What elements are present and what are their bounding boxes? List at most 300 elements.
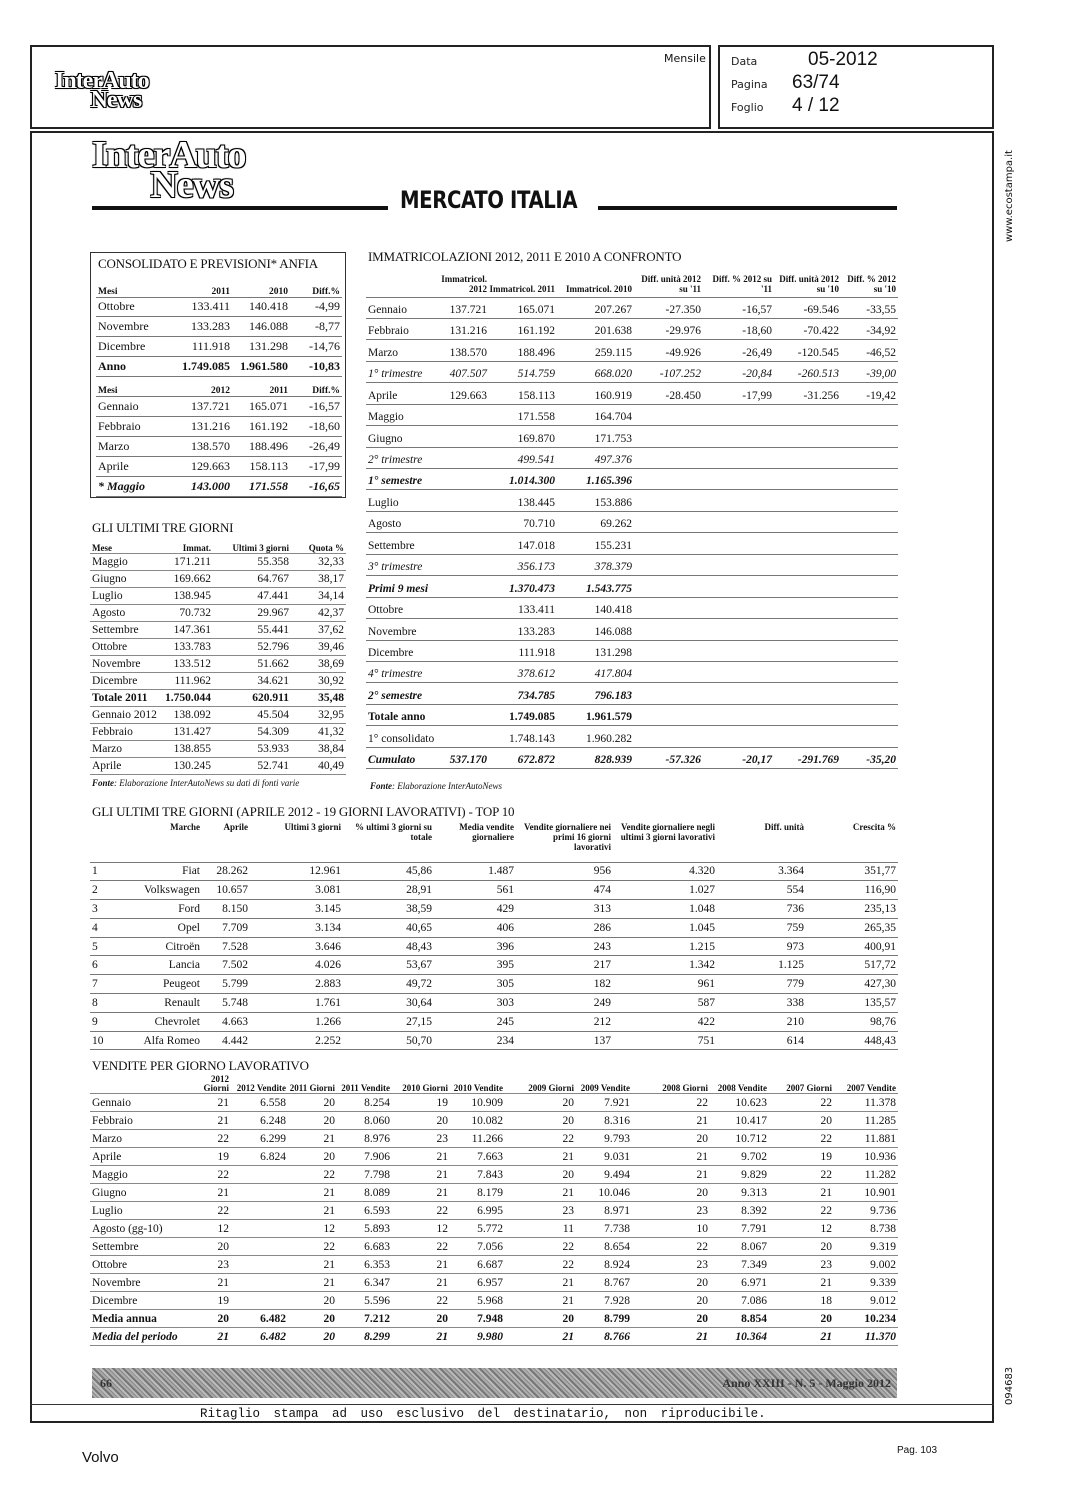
table-cell: 356.173 [489, 554, 557, 575]
table-row [90, 1148, 898, 1166]
table-cell: -70.422 [774, 318, 841, 339]
logo-part: Auto [101, 68, 149, 94]
table-cell: 8.254 [337, 1094, 392, 1112]
table-cell: 53.933 [213, 740, 291, 757]
table-cell: 20 [505, 1094, 576, 1112]
table-cell: Luglio [366, 490, 432, 511]
table-cell [841, 404, 898, 425]
table-cell: 21 [769, 1274, 834, 1292]
table-cell: 10.082 [450, 1112, 505, 1130]
table-cell [774, 511, 841, 532]
heading-rule-right [598, 206, 897, 210]
table-cell: 21 [288, 1184, 337, 1202]
table-cell: 22 [505, 1130, 576, 1148]
table-cell [774, 619, 841, 640]
table-cell: 210 [717, 1012, 806, 1031]
table-cell: -120.545 [774, 340, 841, 361]
table-cell: Aprile [90, 757, 165, 774]
table-cell: 1.749.085 [170, 357, 232, 377]
table-cell: Ottobre [90, 1256, 185, 1274]
table-cell: -39,00 [841, 361, 898, 382]
table-row [96, 476, 342, 496]
table-cell: Maggio [366, 404, 432, 425]
table-cell: 20 [392, 1310, 450, 1328]
table-cell: -4,99 [290, 297, 342, 317]
table-cell: 69.262 [557, 511, 634, 532]
clip-code: 094683 [1004, 1366, 1015, 1405]
table-cell: 70.710 [489, 511, 557, 532]
table-row [366, 469, 898, 490]
table-cell: Luglio [90, 1202, 185, 1220]
column-header: Diff. unità 2012 su '10 [774, 265, 841, 297]
table-row [90, 706, 346, 723]
table-cell: 10.417 [710, 1112, 769, 1130]
table-cell: -26,49 [703, 340, 774, 361]
table-cell [703, 640, 774, 661]
table-cell: Anno [96, 357, 170, 377]
table-cell: 448,43 [806, 1031, 898, 1050]
table-cell: 188.496 [232, 436, 290, 456]
table-cell: 169.662 [165, 570, 213, 587]
table-row [90, 1238, 898, 1256]
table-cell: Media del periodo [90, 1328, 185, 1346]
table-cell [841, 469, 898, 490]
table-cell: 243 [516, 937, 613, 956]
table-cell: 1.165.396 [557, 469, 634, 490]
table-cell: 234 [434, 1031, 516, 1050]
table-cell: 140.418 [232, 297, 290, 317]
table-cell [774, 447, 841, 468]
table-cell: -107.252 [634, 361, 703, 382]
table-cell: 2° semestre [366, 683, 432, 704]
table-cell: 429 [434, 900, 516, 919]
consolidato-title: CONSOLIDATO E PREVISIONI* ANFIA [98, 256, 318, 271]
table-cell [774, 554, 841, 575]
table-cell: 34,14 [291, 587, 346, 604]
table-cell: Maggio [90, 553, 165, 570]
table-cell: 7.528 [202, 937, 250, 956]
table-cell: 48,43 [343, 937, 434, 956]
table-cell: 235,13 [806, 900, 898, 919]
table-row [90, 900, 898, 919]
table-cell: 7.056 [450, 1238, 505, 1256]
table-cell: 133.283 [489, 619, 557, 640]
table-cell: 1.014.300 [489, 469, 557, 490]
table-cell: 111.918 [489, 640, 557, 661]
band-page-number: 66 [100, 1376, 112, 1390]
table-cell: 143.000 [170, 476, 232, 496]
table-cell: 19 [769, 1148, 834, 1166]
table-cell: Marzo [366, 340, 432, 361]
table-cell: 23 [185, 1256, 231, 1274]
table-cell: 7.663 [450, 1148, 505, 1166]
table-cell [841, 619, 898, 640]
table-cell [841, 597, 898, 618]
table-cell: 30,92 [291, 672, 346, 689]
table-cell: Febbraio [366, 318, 432, 339]
table-cell: 20 [288, 1310, 337, 1328]
table-cell: 587 [613, 994, 717, 1013]
table-cell: Ottobre [90, 638, 165, 655]
table-cell [774, 683, 841, 704]
table-cell: 161.192 [489, 318, 557, 339]
column-header: Mese [90, 537, 165, 553]
table-cell [703, 576, 774, 597]
table-row [90, 1328, 898, 1346]
table-cell: 1.215 [613, 937, 717, 956]
table-cell: 249 [516, 994, 613, 1013]
table-cell: 1.749.085 [489, 704, 557, 725]
table-cell [774, 490, 841, 511]
column-header: Vendite giornaliere nei primi 16 giorni lavorativi [516, 822, 613, 862]
column-header: Immatricol. 2011 [489, 265, 557, 297]
table-cell: 5.596 [337, 1292, 392, 1310]
table-cell: 34.621 [213, 672, 291, 689]
table-cell: 53,67 [343, 956, 434, 975]
table-cell: 554 [717, 881, 806, 900]
table-row [90, 975, 898, 994]
table-cell: 64.767 [213, 570, 291, 587]
table-cell: 11.266 [450, 1130, 505, 1148]
table-cell: Settembre [366, 533, 432, 554]
table-cell [703, 619, 774, 640]
column-header: Media vendite giornaliere [434, 822, 516, 862]
table-cell: 12 [185, 1220, 231, 1238]
table-cell: 22 [185, 1202, 231, 1220]
table-cell: 147.018 [489, 533, 557, 554]
top10-title: GLI ULTIMI TRE GIORNI (APRILE 2012 - 19 GIORNI LAVORATIVI) - TOP 10 [92, 804, 515, 819]
table-row [90, 1256, 898, 1274]
vendite-table [90, 1075, 898, 1346]
table-cell: 54.309 [213, 723, 291, 740]
table-cell: Gennaio [90, 1094, 185, 1112]
table-cell: -17,99 [703, 383, 774, 404]
table-cell: 828.939 [557, 747, 634, 768]
table-cell: 8.179 [450, 1184, 505, 1202]
table-cell [703, 554, 774, 575]
top10-table [90, 822, 898, 1050]
source-label: Fonte [92, 778, 115, 788]
table-cell: 9 [90, 1012, 122, 1031]
table-cell: 138.855 [165, 740, 213, 757]
table-cell: 20 [288, 1148, 337, 1166]
table-cell: 212 [516, 1012, 613, 1031]
clipping-notice: Ritaglio stampa ad uso esclusivo del destinatario, non riproducibile. [200, 1407, 766, 1421]
column-header: 2012 Vendite [231, 1075, 288, 1094]
column-header: 2010 [232, 277, 290, 297]
table-row [90, 1274, 898, 1292]
table-cell: 182 [516, 975, 613, 994]
table-cell: Luglio [90, 587, 165, 604]
table-cell: 131.216 [170, 416, 232, 436]
data-label: Data [731, 55, 758, 68]
table-cell: 8.767 [576, 1274, 632, 1292]
table-cell: 7.798 [337, 1166, 392, 1184]
table-cell: 1.748.143 [489, 726, 557, 747]
table-cell: 138.945 [165, 587, 213, 604]
table-cell: 133.411 [170, 297, 232, 317]
table-cell: Ford [122, 900, 202, 919]
table-cell: 4 [90, 918, 122, 937]
table-cell: 9.319 [834, 1238, 898, 1256]
table-cell: 12.961 [250, 862, 343, 881]
table-cell [634, 683, 703, 704]
table-cell: 614 [717, 1031, 806, 1050]
table-cell: 131.298 [232, 337, 290, 357]
table-cell [231, 1274, 288, 1292]
table-cell: Totale 2011 [90, 689, 165, 706]
table-cell: 751 [613, 1031, 717, 1050]
pagina-label: Pagina [731, 78, 768, 91]
table-cell: 52.796 [213, 638, 291, 655]
table-cell: 9.793 [576, 1130, 632, 1148]
table-cell: 165.071 [232, 397, 290, 417]
table-cell [774, 597, 841, 618]
table-cell: 21 [392, 1328, 450, 1346]
table-cell: 6.687 [450, 1256, 505, 1274]
table-row [90, 689, 346, 706]
table-row [90, 1031, 898, 1050]
table-cell: 98,76 [806, 1012, 898, 1031]
table-row [90, 553, 346, 570]
table-cell [774, 426, 841, 447]
table-cell: 245 [434, 1012, 516, 1031]
table-cell: 51.662 [213, 655, 291, 672]
table-row [366, 511, 898, 532]
table-cell: 10 [90, 1031, 122, 1050]
table-cell: 378.612 [489, 661, 557, 682]
immatricolazioni-title: IMMATRICOLAZIONI 2012, 2011 E 2010 A CONFRONTO [368, 249, 682, 264]
table-cell: 23 [632, 1202, 710, 1220]
table-cell: 201.638 [557, 318, 634, 339]
ultimi-tre-source [92, 778, 299, 788]
table-cell: 20 [185, 1238, 231, 1256]
table-cell: 38,69 [291, 655, 346, 672]
column-header: 2012 Giorni [185, 1075, 231, 1094]
table-cell: 395 [434, 956, 516, 975]
section-title: MERCATO ITALIA [400, 186, 578, 214]
table-row [90, 1292, 898, 1310]
table-cell: 620.911 [213, 689, 291, 706]
table-cell: 1.125 [717, 956, 806, 975]
table-row [366, 661, 898, 682]
table-cell: 3.646 [250, 937, 343, 956]
table-cell [703, 447, 774, 468]
table-cell: Media annua [90, 1310, 185, 1328]
table-cell: Peugeot [122, 975, 202, 994]
table-cell: 23 [632, 1256, 710, 1274]
table-cell: 9.339 [834, 1274, 898, 1292]
table-cell [634, 404, 703, 425]
vendite-title: VENDITE PER GIORNO LAVORATIVO [92, 1058, 309, 1073]
table-cell [432, 426, 489, 447]
column-header: Immatricol. 2010 [557, 265, 634, 297]
interautonews-logo-small [55, 68, 149, 114]
table-cell [432, 533, 489, 554]
table-cell: 8.924 [576, 1256, 632, 1274]
table-cell [634, 661, 703, 682]
table-cell: 140.418 [557, 597, 634, 618]
table-cell: 49,72 [343, 975, 434, 994]
table-cell: 133.283 [170, 317, 232, 337]
table-cell [432, 704, 489, 725]
table-cell: Citroën [122, 937, 202, 956]
table-cell: 32,33 [291, 553, 346, 570]
table-row [366, 490, 898, 511]
column-header: 2011 [170, 277, 232, 297]
column-header: 2008 Giorni [632, 1075, 710, 1094]
table-cell: 22 [505, 1238, 576, 1256]
table-row [366, 361, 898, 382]
table-cell: 406 [434, 918, 516, 937]
table-cell: 6.995 [450, 1202, 505, 1220]
table-cell: -26,49 [290, 436, 342, 456]
table-row [366, 683, 898, 704]
table-row [90, 1166, 898, 1184]
table-cell: 759 [717, 918, 806, 937]
table-cell: 21 [288, 1130, 337, 1148]
table-cell: Marzo [90, 740, 165, 757]
table-cell: 169.870 [489, 426, 557, 447]
table-cell: Gennaio [96, 397, 170, 417]
table-cell: Totale anno [366, 704, 432, 725]
table-cell: 22 [392, 1292, 450, 1310]
table-row [90, 604, 346, 621]
table-cell: 1.045 [613, 918, 717, 937]
table-cell: 12 [769, 1220, 834, 1238]
table-cell: Febbraio [96, 416, 170, 436]
table-cell: 164.704 [557, 404, 634, 425]
table-cell: 111.962 [165, 672, 213, 689]
client-name: Volvo [82, 1449, 119, 1466]
table-cell: 22 [632, 1094, 710, 1112]
table-cell: 9.829 [710, 1166, 769, 1184]
table-cell: 6.347 [337, 1274, 392, 1292]
table-cell: 3 [90, 900, 122, 919]
table-cell: 131.216 [432, 318, 489, 339]
table-cell: Ottobre [366, 597, 432, 618]
table-cell: 303 [434, 994, 516, 1013]
table-row [90, 994, 898, 1013]
table-cell: 22 [769, 1202, 834, 1220]
table-cell [432, 640, 489, 661]
table-cell: -49.926 [634, 340, 703, 361]
table-cell: 400,91 [806, 937, 898, 956]
table-cell: 20 [288, 1112, 337, 1130]
table-cell: 10.901 [834, 1184, 898, 1202]
table-cell: 135,57 [806, 994, 898, 1013]
table-cell [703, 533, 774, 554]
table-cell [774, 576, 841, 597]
table-cell: -19,42 [841, 383, 898, 404]
table-cell [634, 554, 703, 575]
table-cell: 32,95 [291, 706, 346, 723]
table-cell [634, 576, 703, 597]
table-cell: 137 [516, 1031, 613, 1050]
table-row [90, 570, 346, 587]
table-cell: 146.088 [232, 317, 290, 337]
table-cell: 668.020 [557, 361, 634, 382]
table-cell: -33,55 [841, 297, 898, 318]
table-header-row [96, 377, 342, 397]
column-header: Immatricol. 2012 [432, 265, 489, 297]
table-cell: 351,77 [806, 862, 898, 881]
table-cell: 21 [185, 1274, 231, 1292]
table-cell: Novembre [96, 317, 170, 337]
table-cell: 20 [288, 1328, 337, 1346]
ultimi-tre-table [90, 537, 346, 775]
table-row [96, 337, 342, 357]
table-cell: 10.909 [450, 1094, 505, 1112]
table-row [366, 640, 898, 661]
table-cell [634, 490, 703, 511]
table-cell [634, 511, 703, 532]
table-cell: Renault [122, 994, 202, 1013]
table-cell [634, 726, 703, 747]
table-row [366, 404, 898, 425]
table-cell: 672.872 [489, 747, 557, 768]
logo-part: Inter [92, 134, 170, 176]
table-cell: 138.570 [432, 340, 489, 361]
table-cell [634, 619, 703, 640]
table-header-row [90, 1075, 898, 1094]
table-cell: 8.060 [337, 1112, 392, 1130]
table-cell: 20 [769, 1238, 834, 1256]
table-cell: 1.027 [613, 881, 717, 900]
table-cell [432, 554, 489, 575]
table-cell: 11.282 [834, 1166, 898, 1184]
table-row [90, 723, 346, 740]
table-cell: 137.721 [170, 397, 232, 417]
notice-divider [30, 1404, 994, 1405]
table-cell: 3.081 [250, 881, 343, 900]
table-cell: 7.738 [576, 1220, 632, 1238]
table-cell: 207.267 [557, 297, 634, 318]
table-cell: 474 [516, 881, 613, 900]
logo-part: News [90, 87, 142, 114]
table-cell: 2.883 [250, 975, 343, 994]
table-cell: -260.513 [774, 361, 841, 382]
table-cell [432, 726, 489, 747]
table-cell: 7.349 [710, 1256, 769, 1274]
table-row [90, 1112, 898, 1130]
table-cell: 10.623 [710, 1094, 769, 1112]
table-cell: Giugno [90, 1184, 185, 1202]
table-row [90, 937, 898, 956]
table-row [366, 297, 898, 318]
table-cell: Giugno [366, 426, 432, 447]
table-cell: 259.115 [557, 340, 634, 361]
table-cell: 21 [632, 1166, 710, 1184]
table-row [366, 704, 898, 725]
table-cell: 2 [90, 881, 122, 900]
table-cell: 161.192 [232, 416, 290, 436]
table-cell: 20 [185, 1310, 231, 1328]
table-cell: 20 [632, 1274, 710, 1292]
table-cell: Novembre [366, 619, 432, 640]
table-cell: 21 [769, 1328, 834, 1346]
table-cell: 20 [288, 1094, 337, 1112]
table-cell: 22 [185, 1166, 231, 1184]
table-cell: 55.358 [213, 553, 291, 570]
table-cell: 20 [632, 1130, 710, 1148]
table-cell [841, 726, 898, 747]
table-cell: Primi 9 mesi [366, 576, 432, 597]
table-cell: 4.320 [613, 862, 717, 881]
table-cell [841, 533, 898, 554]
table-cell: 517,72 [806, 956, 898, 975]
table-row [90, 918, 898, 937]
